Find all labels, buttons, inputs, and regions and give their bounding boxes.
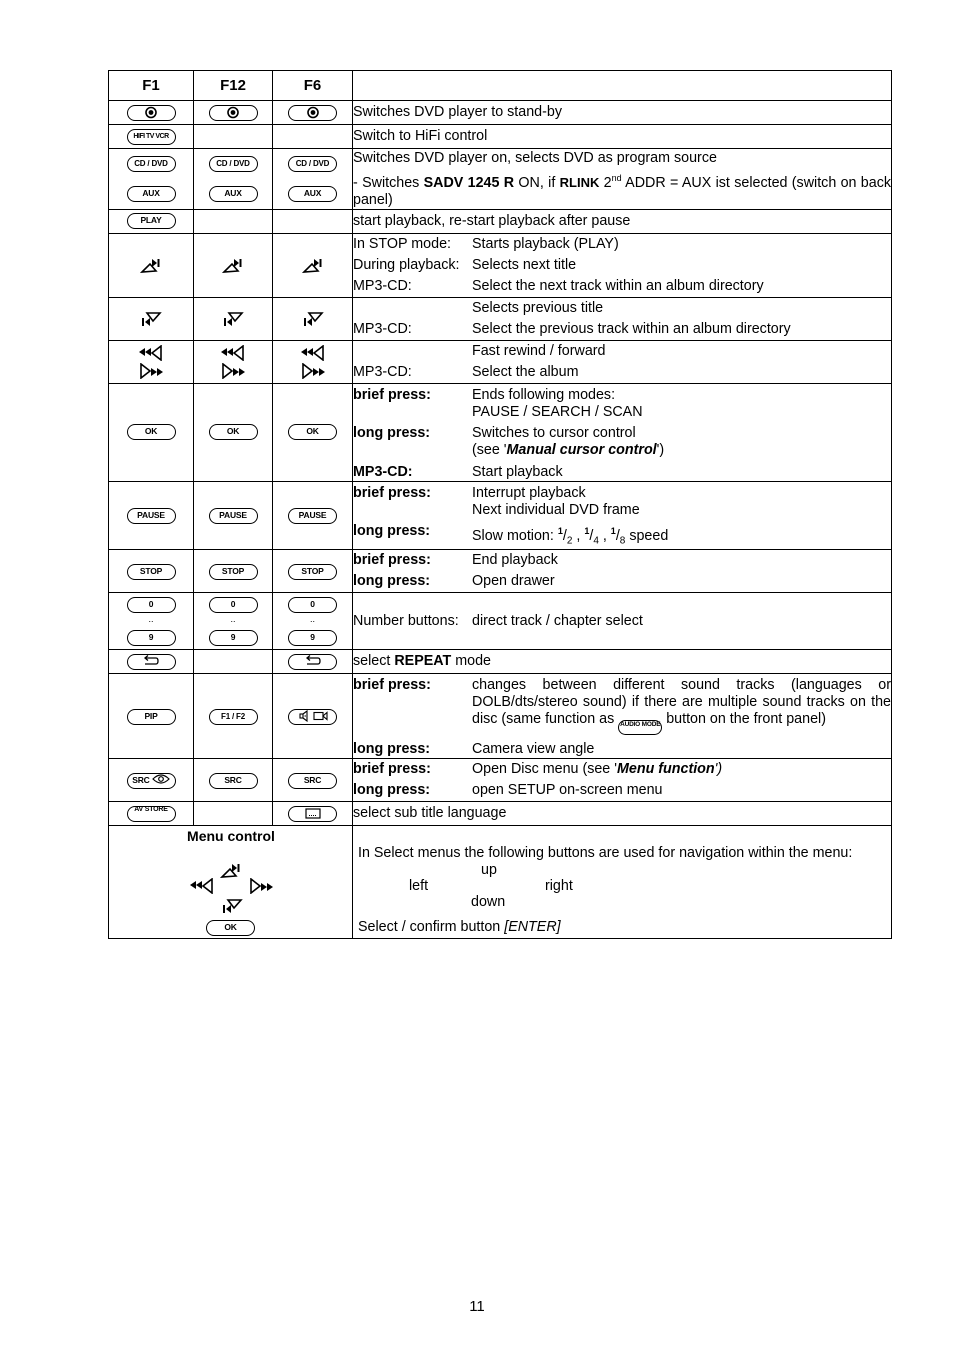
stop-brief-value: End playback [472, 552, 558, 569]
next-mp3-key: MP3-CD: [353, 277, 412, 294]
up-icon [219, 860, 243, 880]
cd-dvd-button-icon: CD / DVD [209, 156, 258, 172]
src-brief-key: brief press: [353, 761, 431, 778]
number-0-button-icon: 0 [209, 597, 258, 613]
table-row [109, 101, 892, 125]
number-9-button-icon: 9 [209, 630, 258, 646]
play-description: start playback, re-start playback after pause [353, 209, 892, 233]
table-row [109, 802, 892, 826]
pip-long-key: long press: [353, 741, 431, 758]
rewind-value: Fast rewind / forward [472, 342, 606, 359]
prev-mp3-value: Select the previous track within an album directory [472, 320, 791, 337]
src-button-icon: SRC [209, 773, 258, 789]
pause-long-value: Slow motion: $^1/_2$ , $^1/_4$ , $^1/_8$ speed [472, 525, 669, 547]
ok-mp3-key: MP3-CD: [353, 463, 413, 480]
fast-forward-icon [220, 363, 246, 379]
right-icon [248, 878, 274, 894]
rewind-icon [300, 345, 326, 361]
f1-f2-button-icon: F1 / F2 [209, 709, 258, 725]
down-icon [220, 896, 244, 916]
pip-button-icon: PIP [127, 709, 176, 725]
stop-brief-key: brief press: [353, 552, 431, 569]
play-button-icon: PLAY [127, 213, 176, 229]
pause-button-icon: PAUSE [209, 508, 258, 524]
ok-long-key: long press: [353, 424, 431, 441]
table-row [109, 759, 892, 802]
aux-button-icon: AUX [209, 186, 258, 202]
cd-dvd-button-icon: CD / DVD [288, 156, 337, 172]
table-row [109, 383, 892, 481]
aux-description: - Switches SADV 1245 R ON, if RLINK 2nd ADDR = AUX ist selected (switch on back panel) [353, 173, 892, 208]
pip-brief-key: brief press: [353, 677, 431, 694]
fast-forward-icon [138, 363, 164, 379]
menu-enter-description: Select / confirm button [ENTER] [358, 919, 561, 936]
next-stop-mode-key: In STOP mode: [353, 235, 452, 252]
standby-icon [127, 105, 176, 121]
table-row [109, 481, 892, 550]
header-f6: F6 [273, 71, 353, 101]
standby-icon [288, 105, 337, 121]
prev-value: Selects previous title [472, 299, 604, 316]
previous-title-icon [301, 309, 325, 329]
header-f12: F12 [194, 71, 273, 101]
stop-button-icon: STOP [127, 564, 176, 580]
aux-button-icon: AUX [127, 186, 176, 202]
table-row [109, 125, 892, 149]
pause-brief-value-1: Interrupt playback [472, 484, 586, 501]
pause-button-icon: PAUSE [127, 508, 176, 524]
table-row [109, 826, 892, 939]
av-store-button-icon: AV STORE [127, 806, 176, 822]
subtitle-icon [288, 806, 337, 822]
number-9-button-icon: 9 [127, 630, 176, 646]
src-long-key: long press: [353, 782, 431, 799]
pause-long-key: long press: [353, 522, 431, 539]
pause-brief-value-2: Next individual DVD frame [472, 501, 640, 518]
rewind-mp3-key: MP3-CD: [353, 363, 412, 380]
aux-button-icon: AUX [288, 186, 337, 202]
stop-long-key: long press: [353, 573, 431, 590]
number-0-button-icon: 0 [288, 597, 337, 613]
fast-forward-icon [300, 363, 326, 379]
table-row [109, 650, 892, 674]
numbers-value: direct track / chapter select [472, 612, 643, 629]
menu-up-label: up [481, 862, 497, 879]
repeat-description: select REPEAT mode [353, 650, 892, 674]
ok-button-icon: OK [206, 920, 255, 936]
standby-icon [209, 105, 258, 121]
pip-long-value: Camera view angle [472, 741, 595, 758]
menu-intro: In Select menus the following buttons are used for navigation within the menu: [358, 845, 853, 862]
src-brief-value: Open Disc menu (see 'Menu function') [472, 761, 723, 778]
standby-description: Switches DVD player to stand-by [353, 101, 892, 125]
table-row: 0 .. 9 0 .. 9 0 .. 9 Number buttons: direct track / chapter select [109, 593, 892, 650]
ok-button-icon: OK [288, 424, 337, 440]
next-mp3-value: Select the next track within an album directory [472, 277, 764, 294]
stop-button-icon: STOP [288, 564, 337, 580]
table-row [109, 233, 892, 297]
menu-control-title: Menu control [187, 828, 275, 845]
pip-brief-value: changes between different sound tracks (languages or DOLB/dts/stereo sound) if there are multiple sound tracks on the disc (same function as AUDIO MODE button on the front panel) [472, 677, 891, 735]
ok-brief-value-1: Ends following modes: [472, 386, 616, 403]
ok-long-value-2: (see 'Manual cursor control') [472, 441, 665, 458]
rewind-icon [220, 345, 246, 361]
header-description [353, 71, 892, 101]
subtitle-description: select sub title language [353, 802, 892, 826]
next-title-icon [301, 255, 325, 275]
next-stop-mode-value: Starts playback (PLAY) [472, 235, 619, 252]
rewind-icon [138, 345, 164, 361]
cddvd-description: Switches DVD player on, selects DVD as program source [353, 150, 717, 166]
table-row [109, 674, 892, 759]
repeat-icon [288, 654, 337, 670]
next-title-icon [221, 255, 245, 275]
stop-button-icon: STOP [209, 564, 258, 580]
left-icon [189, 878, 215, 894]
menu-down-label: down [471, 894, 506, 911]
cd-dvd-button-icon: CD / DVD [127, 156, 176, 172]
audio-mode-button-icon: AUDIO MODE [618, 720, 662, 735]
menu-right-label: right [545, 878, 573, 895]
next-playback-key: During playback: [353, 256, 460, 273]
remote-control-table [108, 70, 892, 939]
table-row [109, 149, 892, 210]
next-title-icon [139, 255, 163, 275]
prev-mp3-key: MP3-CD: [353, 320, 412, 337]
ok-long-value-1: Switches to cursor control [472, 424, 636, 441]
repeat-icon [127, 654, 176, 670]
ok-mp3-value: Start playback [472, 463, 563, 480]
table-row [109, 340, 892, 383]
hifi-tv-vcr-button-icon: HIFI TV VCR [127, 129, 176, 145]
numbers-key: Number buttons: [353, 612, 459, 629]
pause-button-icon: PAUSE [288, 508, 337, 524]
header-f1: F1 [109, 71, 194, 101]
src-button-icon: SRC [288, 773, 337, 789]
hifi-description: Switch to HiFi control [353, 125, 892, 149]
number-0-button-icon: 0 [127, 597, 176, 613]
table-row [109, 209, 892, 233]
rewind-mp3-value: Select the album [472, 363, 579, 380]
table-header-row [109, 71, 892, 101]
pause-brief-key: brief press: [353, 484, 431, 501]
ok-button-icon: OK [209, 424, 258, 440]
table-row [109, 297, 892, 340]
next-playback-value: Selects next title [472, 256, 577, 273]
previous-title-icon [221, 309, 245, 329]
ok-button-icon: OK [127, 424, 176, 440]
ok-brief-value-2: PAUSE / SEARCH / SCAN [472, 403, 643, 420]
stop-long-value: Open drawer [472, 573, 555, 590]
previous-title-icon [139, 309, 163, 329]
audio-camera-icon [288, 709, 337, 725]
menu-control-cell [109, 826, 353, 939]
page-number: 11 [469, 1298, 485, 1315]
table-row [109, 550, 892, 593]
number-9-button-icon: 9 [288, 630, 337, 646]
ok-brief-key: brief press: [353, 386, 431, 403]
src-long-value: open SETUP on-screen menu [472, 782, 663, 799]
src-eye-button-icon: SRC [127, 773, 176, 789]
menu-left-label: left [409, 878, 429, 895]
